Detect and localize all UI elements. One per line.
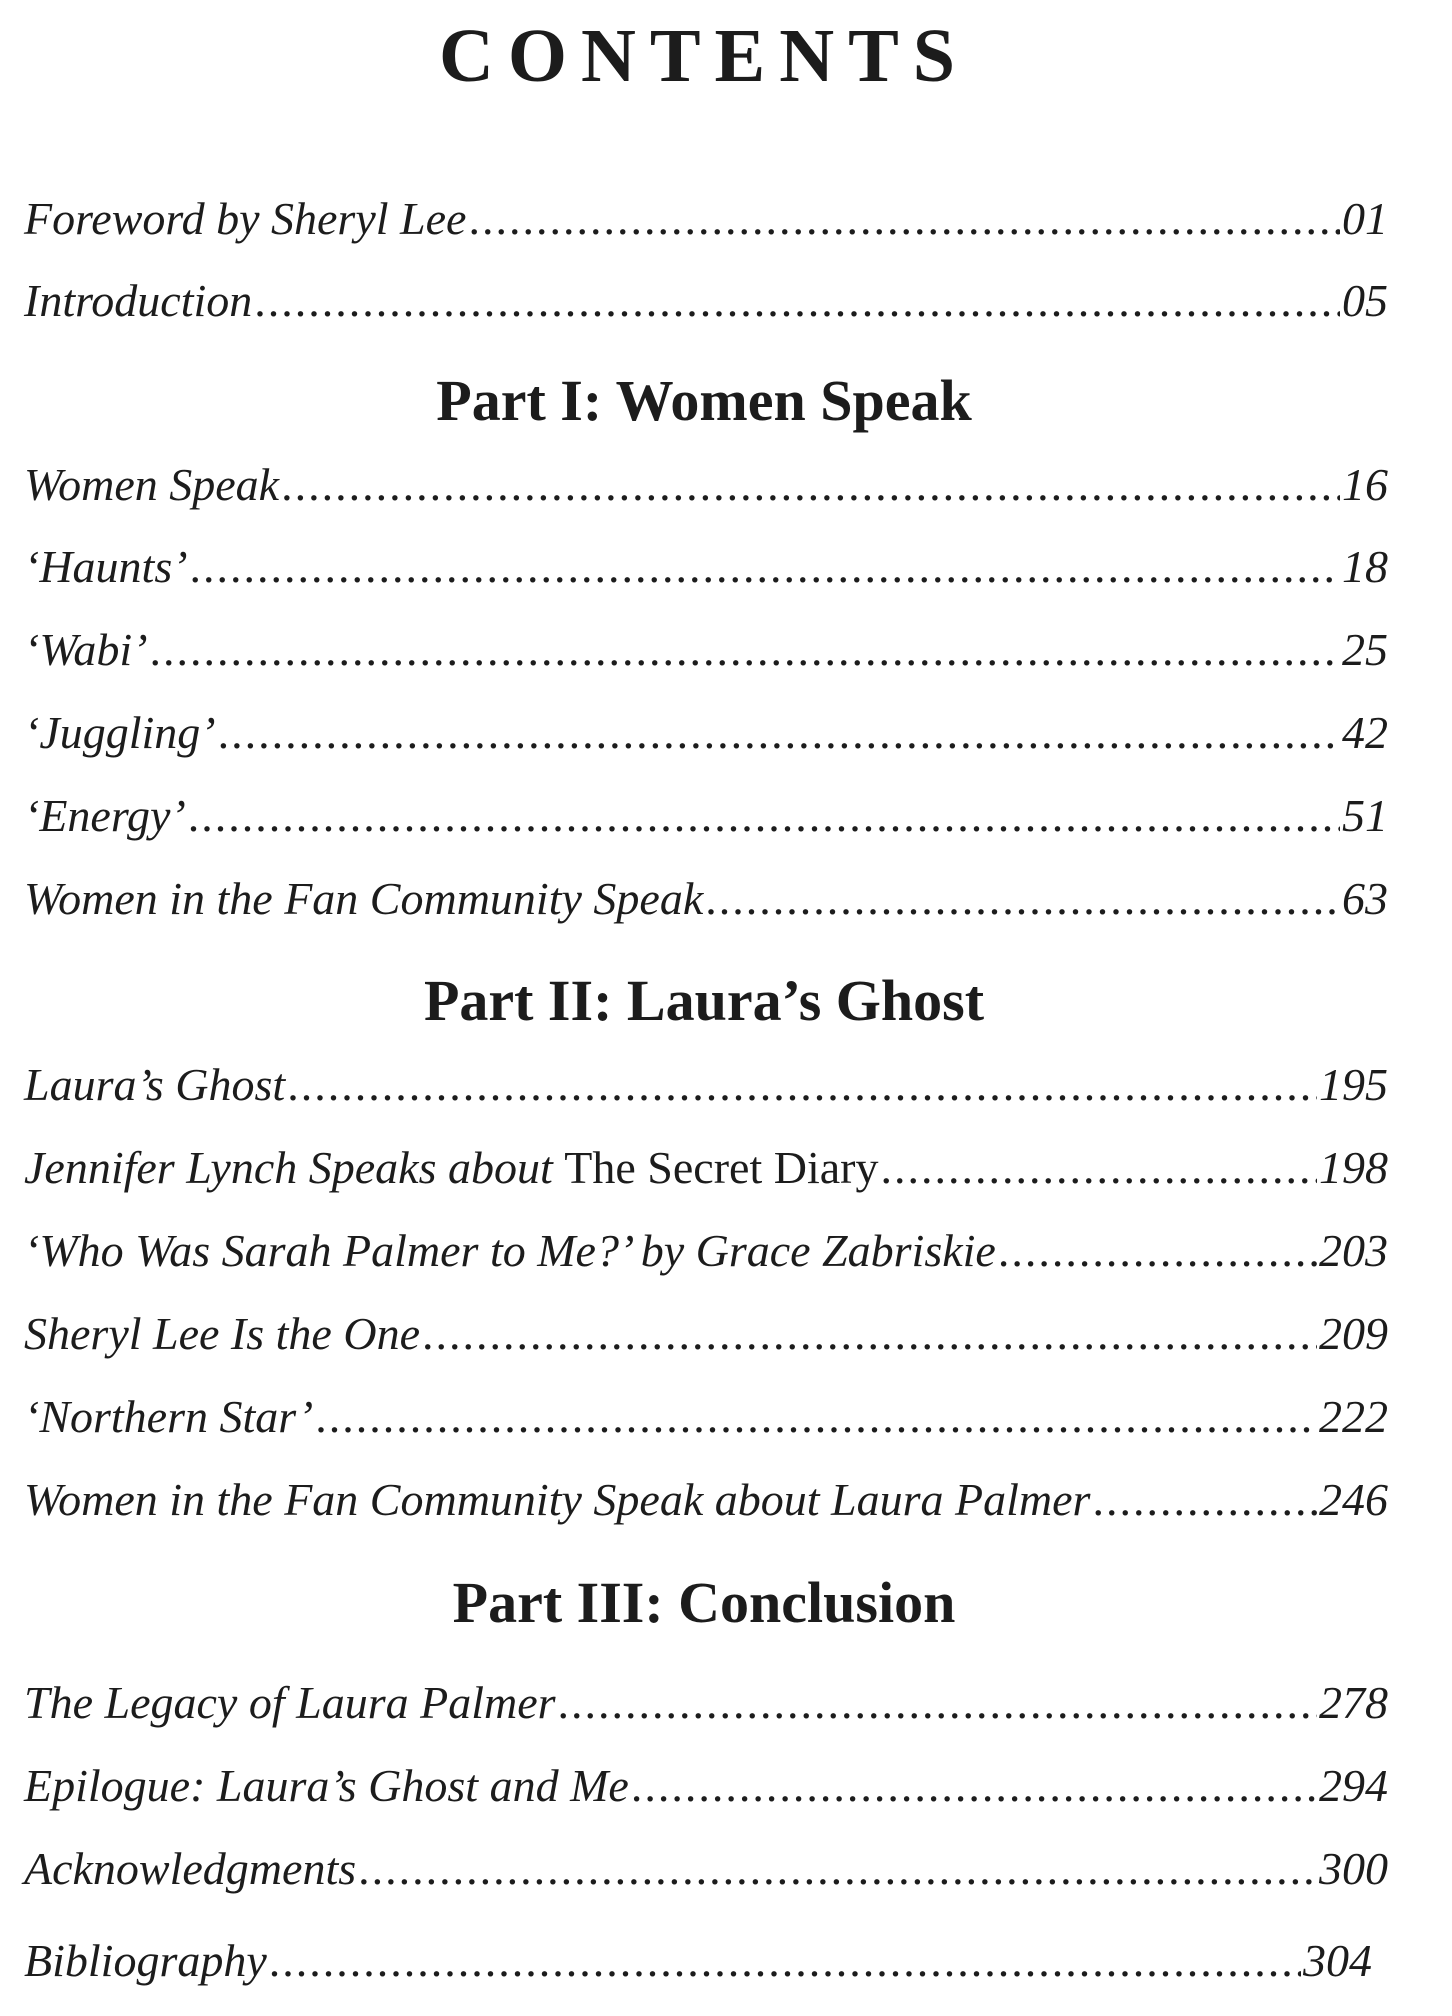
dot-leader xyxy=(254,278,1340,324)
toc-entry-page: 304 xyxy=(1303,1935,1372,1986)
toc-entry-page: 18 xyxy=(1342,541,1388,592)
toc-entry[interactable] xyxy=(24,1677,1388,1740)
dot-leader xyxy=(998,1228,1317,1274)
toc-entry[interactable] xyxy=(24,1474,1388,1537)
toc-entry[interactable] xyxy=(24,1142,1388,1205)
toc-entry-page: 01 xyxy=(1342,193,1388,244)
section-heading-part-2: Part II: Laura’s Ghost xyxy=(423,968,985,1033)
toc-entry-page: 42 xyxy=(1342,707,1388,758)
toc-entry-label: The Legacy of Laura Palmer xyxy=(24,1677,556,1728)
toc-entry[interactable] xyxy=(24,873,1388,936)
dot-leader xyxy=(705,876,1340,922)
section-heading-part-3: Part III: Conclusion xyxy=(452,1570,956,1635)
toc-entry-label: ‘Wabi’ xyxy=(24,624,148,675)
toc-entry-label: Women Speak xyxy=(24,459,280,510)
toc-entry-label: Sheryl Lee Is the One xyxy=(24,1308,420,1359)
dot-leader xyxy=(468,196,1340,242)
toc-entry-label: Introduction xyxy=(24,275,253,326)
toc-entry[interactable] xyxy=(24,1935,1372,1998)
dot-leader xyxy=(315,1394,1317,1440)
dot-leader xyxy=(281,462,1340,508)
toc-entry[interactable] xyxy=(24,707,1388,770)
dot-leader xyxy=(880,1145,1317,1191)
toc-entry-label: Foreword by Sheryl Lee xyxy=(24,193,467,244)
dot-leader xyxy=(188,793,1340,839)
toc-entry-page: 05 xyxy=(1342,275,1388,326)
toc-entry-label: Women in the Fan Community Speak about Laura Palmer xyxy=(24,1474,1091,1525)
toc-entry[interactable] xyxy=(24,1059,1388,1122)
toc-entry[interactable] xyxy=(24,459,1388,522)
toc-entry-page: 300 xyxy=(1319,1843,1388,1894)
toc-entry-label: ‘Northern Star’ xyxy=(24,1391,314,1442)
toc-entry-page: 63 xyxy=(1342,873,1388,924)
toc-entry-page: 25 xyxy=(1342,624,1388,675)
toc-entry-label: Women in the Fan Community Speak xyxy=(24,873,704,924)
toc-entry-page: 195 xyxy=(1319,1059,1388,1110)
toc-entry-page: 203 xyxy=(1319,1225,1388,1276)
toc-entry-page: 198 xyxy=(1319,1142,1388,1193)
toc-entry-label xyxy=(24,1142,879,1193)
toc-entry-label: Laura’s Ghost xyxy=(24,1059,286,1110)
toc-entry-page: 222 xyxy=(1319,1391,1388,1442)
toc-entry-introduction[interactable] xyxy=(24,275,1388,338)
toc-entry-page: 294 xyxy=(1319,1760,1388,1811)
dot-leader xyxy=(558,1680,1317,1726)
toc-entry[interactable] xyxy=(24,1391,1388,1454)
toc-entry-label: ‘Juggling’ xyxy=(24,707,216,758)
toc-entry-label: ‘Energy’ xyxy=(24,790,186,841)
toc-entry-foreword[interactable] xyxy=(24,193,1388,256)
page-title: CONTENTS xyxy=(438,14,970,98)
dot-leader xyxy=(358,1846,1317,1892)
toc-entry[interactable] xyxy=(24,624,1388,687)
toc-entry-label: Epilogue: Laura’s Ghost and Me xyxy=(24,1760,629,1811)
toc-entry-page: 16 xyxy=(1342,459,1388,510)
toc-entry-page: 246 xyxy=(1319,1474,1388,1525)
dot-leader xyxy=(287,1062,1317,1108)
toc-entry[interactable] xyxy=(24,1225,1388,1288)
dot-leader xyxy=(269,1938,1301,1984)
toc-entry-label: ‘Who Was Sarah Palmer to Me?’ by Grace Zabriskie xyxy=(24,1225,996,1276)
dot-leader xyxy=(631,1763,1317,1809)
toc-entry[interactable] xyxy=(24,1308,1388,1371)
toc-entry-label: Acknowledgments xyxy=(24,1843,357,1894)
toc-entry-page: 209 xyxy=(1319,1308,1388,1359)
toc-entry-label: Bibliography xyxy=(24,1935,267,1986)
toc-entry[interactable] xyxy=(24,541,1388,604)
toc-entry[interactable] xyxy=(24,790,1388,853)
toc-entry[interactable] xyxy=(24,1843,1388,1906)
toc-entry-page: 278 xyxy=(1319,1677,1388,1728)
toc-entry-page: 51 xyxy=(1342,790,1388,841)
toc-entry-label: ‘Haunts’ xyxy=(24,541,188,592)
dot-leader xyxy=(150,627,1340,673)
toc-entry-label-roman: The Secret Diary xyxy=(564,1142,879,1193)
section-heading-part-1: Part I: Women Speak xyxy=(436,368,972,433)
toc-entry[interactable] xyxy=(24,1760,1388,1823)
dot-leader xyxy=(218,710,1340,756)
dot-leader xyxy=(422,1311,1317,1357)
dot-leader xyxy=(190,544,1340,590)
dot-leader xyxy=(1092,1477,1317,1523)
toc-entry-label-italic: Jennifer Lynch Speaks about xyxy=(24,1142,565,1193)
